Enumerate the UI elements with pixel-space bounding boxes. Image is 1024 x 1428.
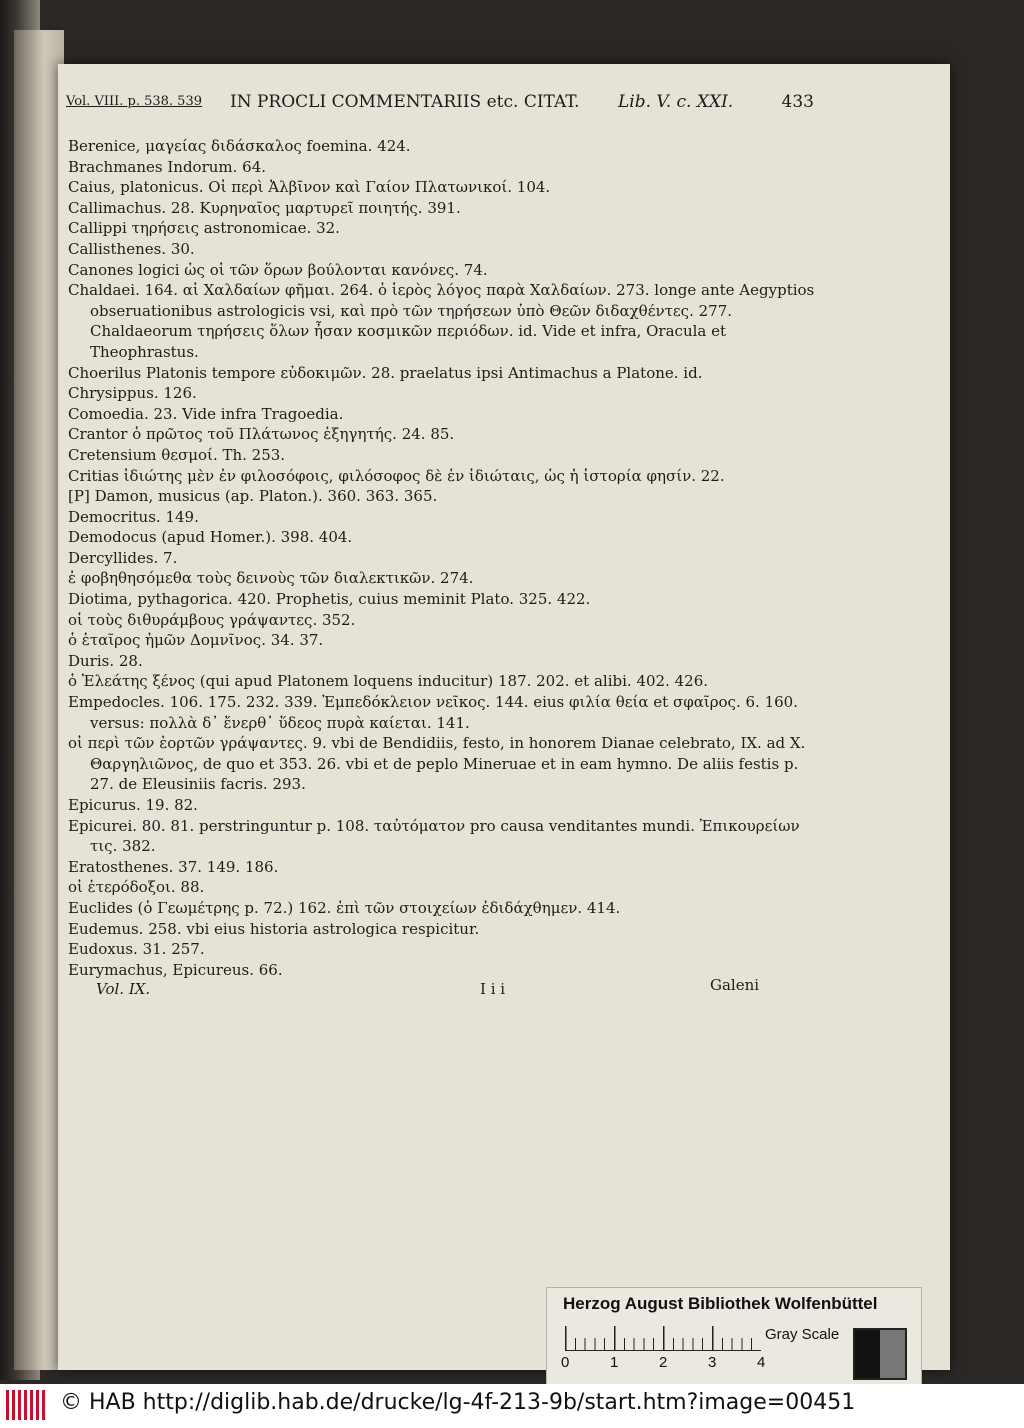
index-entry: Demodocus (apud Homer.). 398. 404. [68,528,353,547]
hab-logo-icon [6,1390,46,1420]
index-entry: Critias ἰδιώτης μὲν ἐν φιλοσόφοις, φιλόσοφος δὲ ἐν ἰδιώταις, ὡς ἡ ἱστορία φησίν. 22. [68,466,725,485]
index-entry: Canones logici ὡς οἱ τῶν ὅρων βούλονται κανόνες. 74. [68,260,488,279]
index-entry: Epicurus. 19. 82. [68,796,198,814]
index-entry: Callippi τηρήσεις astronomicae. 32. [68,219,340,238]
running-head-title: IN PROCLI COMMENTARIIS etc. CITAT. [230,92,580,112]
index-entry: Berenice, μαγείας διδάσκαλος foemina. 424. [68,137,411,155]
index-entry: Eudoxus. 31. 257. [68,940,205,959]
index-entry: Euclides (ὁ Γεωμέτρης p. 72.) 162. ἐπὶ τῶν στοιχείων ἐδιδάχθημεν. 414. [68,898,621,917]
footer-signature: I i i [480,980,506,998]
index-entry: Comoedia. 23. Vide infra Tragoedia. [68,404,344,423]
index-entry: Cretensium θεσμοί. Th. 253. [68,445,286,464]
index-entry: Caius, platonicus. Οἱ περὶ Ἀλβῖνον καὶ Γαίον Πλατωνικοί. 104. [68,178,551,197]
index-entry: Eudemus. 258. vbi eius historia astrologica respicitur. [68,919,480,938]
index-entry: οἱ περὶ τῶν ἑορτῶν γράψαντες. 9. vbi de Bendidiis, festo, in honorem Dianae celebrato, IX. ad X. Θαργηλιῶνος, de quo et 353. 26. vbi et de peplo Mineruae et in eam hymno. De aliis festis p. 27. de Eleusiniis facris. 293. [68,734,806,794]
index-entry: Crantor ὁ πρῶτος τοῦ Πλάτωνος ἐξηγητής. 24. 85. [68,425,455,444]
ruler-numbers [561,1354,781,1374]
facing-page-edge [14,30,64,1370]
index-entry: Diotima, pythagorica. 420. Prophetis, cuius meminit Plato. 325. 422. [68,590,591,609]
index-entry: Dercyllides. 7. [68,548,178,567]
index-entry: Choerilus Platonis tempore εὐδοκιμῶν. 28. praelatus ipsi Antimachus a Platone. id. [68,363,703,382]
index-entry: Chaldaei. 164. αἱ Χαλδαίων φῆμαι. 264. ὁ ἱερὸς λόγος παρὰ Χαλδαίων. 273. longe ante Aegyptios obseruationibus astrologicis vsi, καὶ πρὸ τῶν τηρήσεων ὑπὸ Θεῶν διδαχθέντες. 277. Chaldaeorum τηρήσεις ὅλων ἦσαν κοσμικῶν περιόδων. id. Vide et infra, Oracula et Theophrastus. [68,281,815,361]
index-entry: οἱ ἑτερόδοξοι. 88. [68,878,205,897]
ruler-number: 1 [610,1354,619,1371]
ruler-number: 4 [757,1354,766,1371]
index-entry: Eratosthenes. 37. 149. 186. [68,857,279,876]
running-head-section: Lib. V. c. XXI. [618,92,734,112]
running-head [66,92,814,120]
index-entry: Duris. 28. [68,651,143,670]
ruler-number: 2 [659,1354,668,1371]
index-entry: οἱ τοὺς διθυράμβους γράψαντες. 352. [68,610,356,629]
scale-ruler [565,1324,761,1351]
page-number: 433 [781,92,814,112]
copyright-text[interactable]: © HAB http://diglib.hab.de/drucke/lg-4f-213-9b/start.htm?image=00451 [60,1390,856,1415]
copyright-bar [0,1384,1024,1428]
footer-catchword: Galeni [710,976,760,994]
index-entry: Eurymachus, Epicureus. 66. [68,960,283,979]
index-entry: Brachmanes Indorum. 64. [68,157,267,176]
running-head-volume: Vol. VIII. p. 538. 539 [66,94,202,109]
ruler-major-ticks [565,1326,761,1350]
index-entry: ὁ ἑταῖρος ἡμῶν Δομνῖνος. 34. 37. [68,631,324,650]
index-entry: [P] Damon, musicus (ap. Platon.). 360. 363. 365. [68,487,438,506]
index-entry: Epicurei. 80. 81. perstringuntur p. 108. ταὐτόματον pro causa venditantes mundi. Ἐπικουρείων τις. 382. [68,816,800,856]
ruler-number: 0 [561,1354,570,1371]
index-entry: Democritus. 149. [68,507,199,526]
ruler-number: 3 [708,1354,717,1371]
footer-volume: Vol. IX. [96,980,151,998]
index-entry: Callisthenes. 30. [68,239,195,258]
library-name: Herzog August Bibliothek Wolfenbüttel [563,1294,878,1313]
gray-scale-patch [853,1328,907,1380]
index-entry: Empedocles. 106. 175. 232. 339. Ἐμπεδόκλειον νεῖκος. 144. eius φιλία θεία et σφαῖρος. 6. 160. versus: πολλὰ δ᾽ ἔνερθ᾽ ὕδεος πυρὰ καίεται. 141. [68,693,798,732]
index-entry: Chrysippus. 126. [68,384,197,403]
gray-scale-label: Gray Scale [765,1326,840,1343]
index-entries [68,136,818,996]
index-entry: ὁ Ἐλεάτης ξένος (qui apud Platonem loquens inducitur) 187. 202. et alibi. 402. 426. [68,672,709,691]
index-entry: ἐ φοβηθησόμεθα τοὺς δεινοὺς τῶν διαλεκτικῶν. 274. [68,569,474,588]
index-entry: Callimachus. 28. Κυρηναῖος μαρτυρεῖ ποιητής. 391. [68,198,461,217]
